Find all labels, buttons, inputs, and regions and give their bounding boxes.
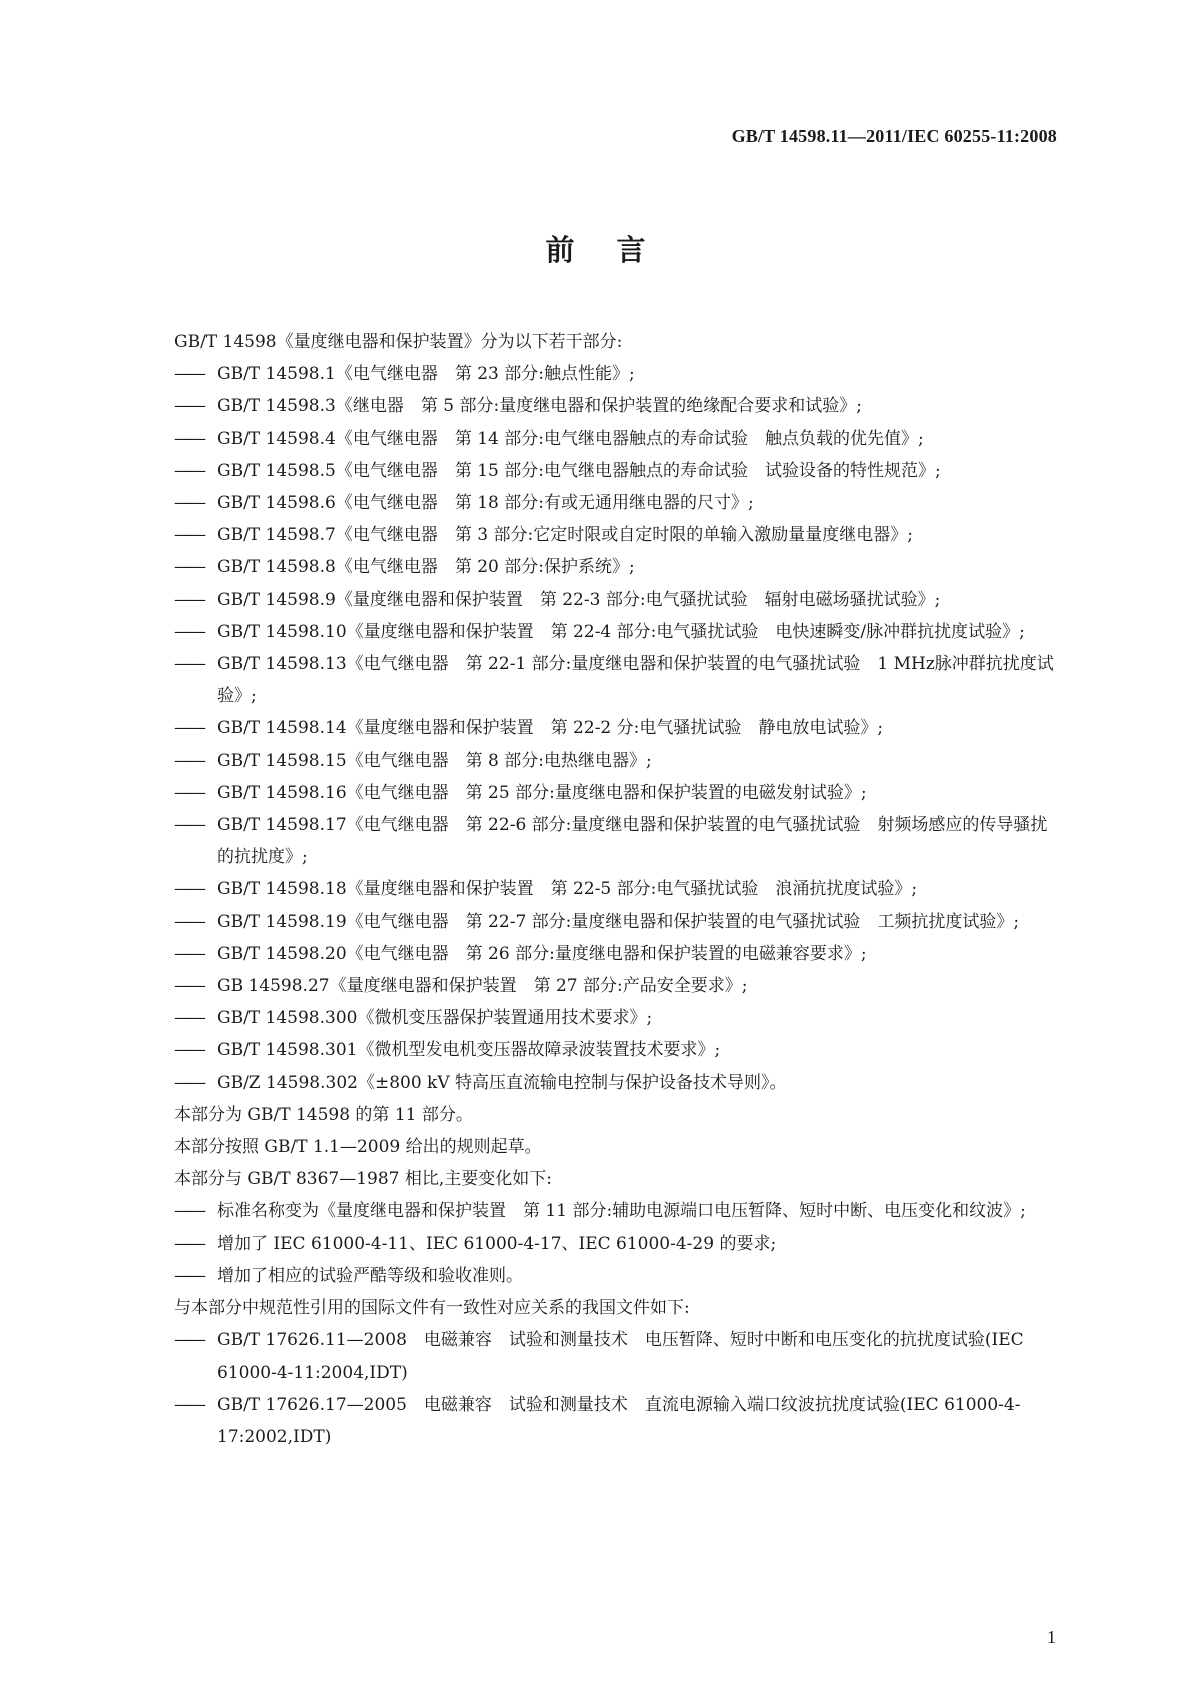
part-item-text: GB/T 14598.8《电气继电器 第 20 部分:保护系统》; <box>217 557 635 578</box>
reference-item-text: GB/T 17626.11—2008 电磁兼容 试验和测量技术 电压暂降、短时中断和电压变化的抗扰度试验(IEC 61000-4-11:2004,IDT) <box>217 1330 1024 1383</box>
list-dash: —— <box>174 815 204 836</box>
part-item <box>174 358 1054 390</box>
part-item-text: GB/T 14598.6《电气继电器 第 18 部分:有或无通用继电器的尺寸》; <box>217 493 754 514</box>
page-number: 1 <box>1047 1627 1056 1647</box>
part-item-text: GB/T 14598.20《电气继电器 第 26 部分:量度继电器和保护装置的电磁兼容要求》; <box>217 943 867 964</box>
change-item-text: 标准名称变为《量度继电器和保护装置 第 11 部分:辅助电源端口电压暂降、短时中断、电压变化和纹波》; <box>217 1201 1026 1222</box>
part-item <box>174 390 1054 422</box>
list-dash: —— <box>174 976 204 997</box>
list-dash: —— <box>174 1394 204 1415</box>
list-dash: —— <box>174 718 204 739</box>
part-number-statement: 本部分为 GB/T 14598 的第 11 部分。 <box>174 1104 473 1125</box>
part-item <box>174 712 1054 744</box>
list-dash: —— <box>174 621 204 642</box>
standard-code-header: GB/T 14598.11—2011/IEC 60255-11:2008 <box>731 126 1057 146</box>
part-item-text: GB/T 14598.7《电气继电器 第 3 部分:它定时限或自定时限的单输入激励量量度继电器》; <box>217 525 913 546</box>
list-dash: —— <box>174 1072 204 1093</box>
change-item <box>174 1260 1054 1292</box>
list-dash: —— <box>174 750 204 771</box>
list-dash: —— <box>174 493 204 514</box>
changes-intro: 本部分与 GB/T 8367—1987 相比,主要变化如下: <box>174 1169 553 1190</box>
change-item <box>174 1228 1054 1260</box>
drafting-statement: 本部分按照 GB/T 1.1—2009 给出的规则起草。 <box>174 1137 542 1158</box>
part-item-text: GB/T 14598.17《电气继电器 第 22-6 部分:量度继电器和保护装置的电气骚扰试验 射频场感应的传导骚扰的抗扰度》; <box>217 815 1048 868</box>
part-item-text: GB/Z 14598.302《±800 kV 特高压直流输电控制与保护设备技术导则》。 <box>217 1072 787 1093</box>
change-item <box>174 1195 1054 1227</box>
reference-item <box>174 1324 1054 1388</box>
list-dash: —— <box>174 557 204 578</box>
part-item <box>174 745 1054 777</box>
changes-list <box>174 1195 1054 1292</box>
part-item-text: GB/T 14598.19《电气继电器 第 22-7 部分:量度继电器和保护装置的电气骚扰试验 工频抗扰度试验》; <box>217 911 1020 932</box>
list-dash: —— <box>174 879 204 900</box>
part-item-text: GB/T 14598.300《微机变压器保护装置通用技术要求》; <box>217 1008 653 1029</box>
part-item-text: GB/T 14598.9《量度继电器和保护装置 第 22-3 部分:电气骚扰试验 辐射电磁场骚扰试验》; <box>217 589 941 610</box>
part-item <box>174 455 1054 487</box>
part-item-text: GB/T 14598.15《电气继电器 第 8 部分:电热继电器》; <box>217 750 652 771</box>
part-item-text: GB/T 14598.1《电气继电器 第 23 部分:触点性能》; <box>217 364 635 385</box>
part-item <box>174 487 1054 519</box>
part-item <box>174 648 1054 712</box>
references-intro: 与本部分中规范性引用的国际文件有一致性对应关系的我国文件如下: <box>174 1298 690 1319</box>
part-item <box>174 1067 1054 1099</box>
part-item <box>174 1002 1054 1034</box>
part-item-text: GB/T 14598.301《微机型发电机变压器故障录波装置技术要求》; <box>217 1040 721 1061</box>
list-dash: —— <box>174 782 204 803</box>
list-dash: —— <box>174 911 204 932</box>
change-item-text: 增加了 IEC 61000-4-11、IEC 61000-4-17、IEC 61000-4-29 的要求; <box>217 1233 777 1254</box>
part-item-text: GB/T 14598.3《继电器 第 5 部分:量度继电器和保护装置的绝缘配合要求和试验》; <box>217 396 862 417</box>
list-dash: —— <box>174 654 204 675</box>
intro-paragraph: GB/T 14598《量度继电器和保护装置》分为以下若干部分: <box>174 332 623 352</box>
list-dash: —— <box>174 396 204 417</box>
part-item <box>174 423 1054 455</box>
references-list <box>174 1324 1054 1453</box>
list-dash: —— <box>174 460 204 481</box>
list-dash: —— <box>174 1265 204 1286</box>
part-item <box>174 616 1054 648</box>
list-dash: —— <box>174 1008 204 1029</box>
part-item-text: GB/T 14598.18《量度继电器和保护装置 第 22-5 部分:电气骚扰试验 浪涌抗扰度试验》; <box>217 879 918 900</box>
part-item <box>174 777 1054 809</box>
part-item <box>174 873 1054 905</box>
part-item-text: GB/T 14598.16《电气继电器 第 25 部分:量度继电器和保护装置的电磁发射试验》; <box>217 782 867 803</box>
parts-list <box>174 358 1054 1099</box>
part-item-text: GB/T 14598.14《量度继电器和保护装置 第 22-2 分:电气骚扰试验 静电放电试验》; <box>217 718 884 739</box>
part-item <box>174 938 1054 970</box>
list-dash: —— <box>174 1201 204 1222</box>
part-item <box>174 519 1054 551</box>
part-item-text: GB/T 14598.13《电气继电器 第 22-1 部分:量度继电器和保护装置的电气骚扰试验 1 MHz脉冲群抗扰度试验》; <box>217 654 1054 707</box>
foreword-body <box>174 326 1054 1453</box>
list-dash: —— <box>174 1233 204 1254</box>
part-item-text: GB/T 14598.10《量度继电器和保护装置 第 22-4 部分:电气骚扰试验 电快速瞬变/脉冲群抗扰度试验》; <box>217 621 1025 642</box>
list-dash: —— <box>174 525 204 546</box>
part-item <box>174 809 1054 873</box>
part-item <box>174 584 1054 616</box>
page-title: 前言 <box>545 233 688 267</box>
part-item-text: GB/T 14598.5《电气继电器 第 15 部分:电气继电器触点的寿命试验 试验设备的特性规范》; <box>217 460 941 481</box>
part-item-text: GB 14598.27《量度继电器和保护装置 第 27 部分:产品安全要求》; <box>217 976 748 997</box>
list-dash: —— <box>174 943 204 964</box>
reference-item <box>174 1389 1054 1453</box>
change-item-text: 增加了相应的试验严酷等级和验收准则。 <box>217 1265 523 1286</box>
list-dash: —— <box>174 589 204 610</box>
part-item <box>174 551 1054 583</box>
part-item <box>174 970 1054 1002</box>
part-item <box>174 1034 1054 1066</box>
reference-item-text: GB/T 17626.17—2005 电磁兼容 试验和测量技术 直流电源输入端口纹波抗扰度试验(IEC 61000-4-17:2002,IDT) <box>217 1394 1021 1447</box>
list-dash: —— <box>174 428 204 449</box>
part-item-text: GB/T 14598.4《电气继电器 第 14 部分:电气继电器触点的寿命试验 触点负载的优先值》; <box>217 428 924 449</box>
list-dash: —— <box>174 364 204 385</box>
list-dash: —— <box>174 1040 204 1061</box>
list-dash: —— <box>174 1330 204 1351</box>
part-item <box>174 906 1054 938</box>
